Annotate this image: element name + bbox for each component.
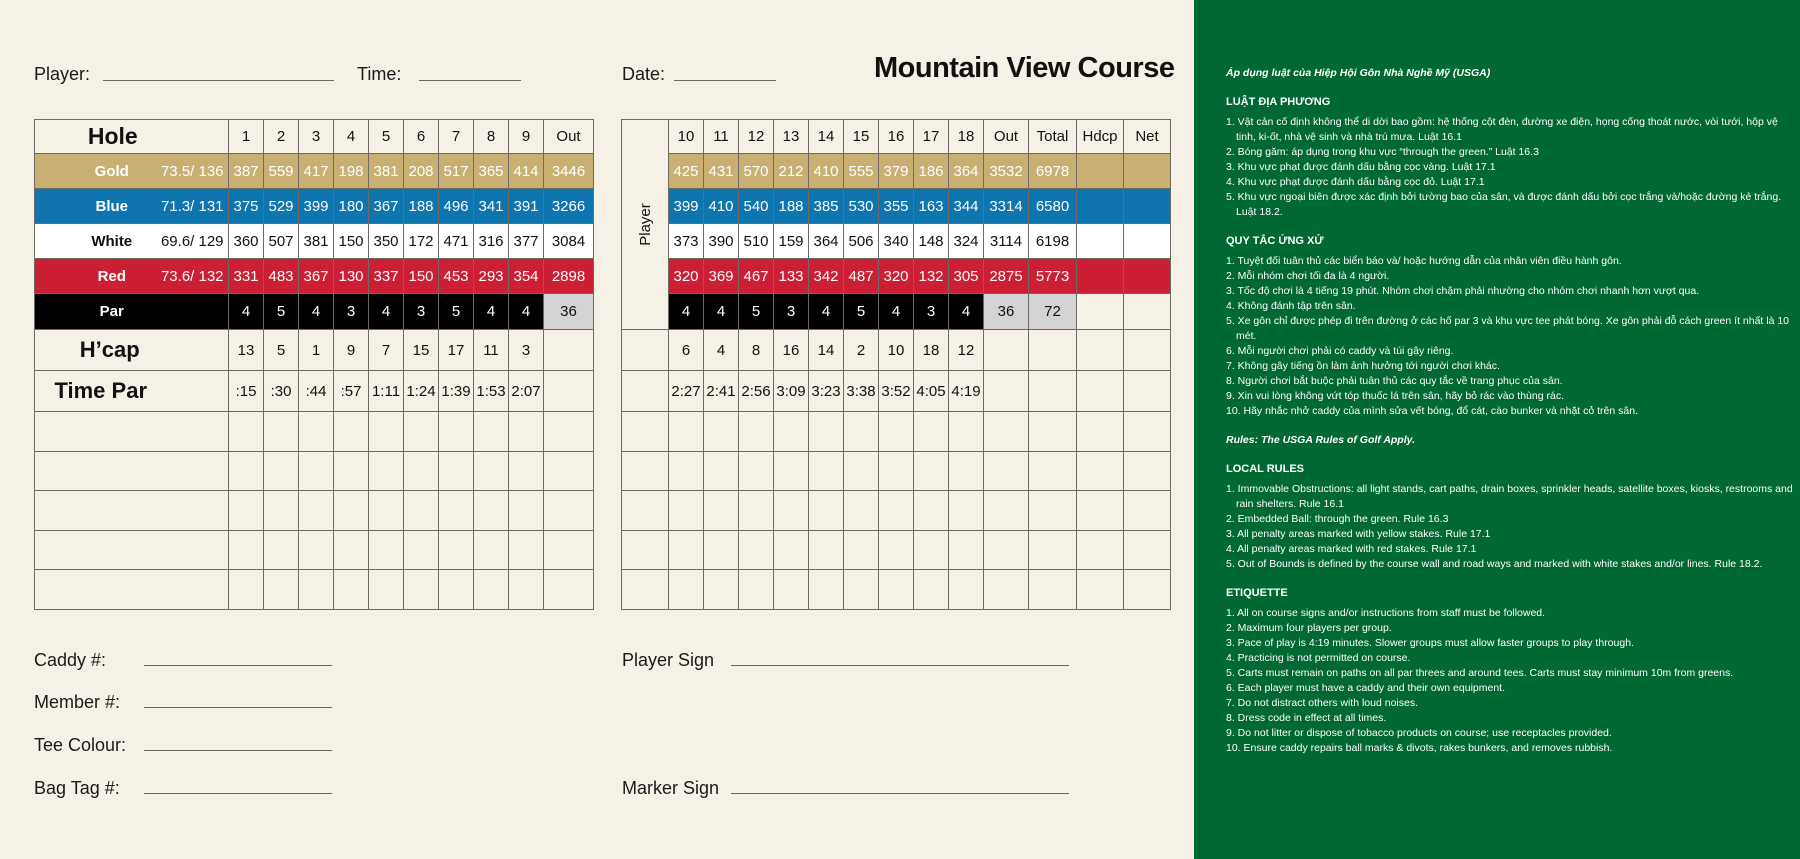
yardage: 367 — [369, 189, 404, 224]
hcap-value: 9 — [334, 330, 369, 371]
player-name-cell[interactable] — [35, 570, 229, 610]
hcap-value: 6 — [669, 330, 704, 371]
tee-name: White — [35, 224, 157, 259]
rule-item: 8. Người chơi bắt buộc phải tuân thủ các quy tắc về trang phục của sân. — [1226, 375, 1563, 387]
yardage: 186 — [914, 154, 949, 189]
time-label: Time: — [357, 64, 402, 84]
out-header: Out — [984, 120, 1029, 154]
player-name-cell[interactable] — [35, 530, 229, 570]
rule-item: 3. All penalty areas marked with yellow stakes. Rule 17.1 — [1226, 528, 1491, 540]
rule-item: 10. Ensure caddy repairs ball marks & divots, rakes bunkers, and removes rubbish. — [1226, 742, 1613, 754]
marker-sign-label: Marker Sign — [622, 778, 720, 798]
yardage: 150 — [334, 224, 369, 259]
tee-row-red — [35, 259, 594, 294]
hole-number: 10 — [669, 120, 704, 154]
etiquette-en-list — [1226, 606, 1800, 756]
score-row[interactable] — [35, 412, 594, 452]
rule-item: 10. Hãy nhắc nhở caddy của mình sửa vết bóng, đổ cát, cào bunker và nhặt cỏ trên sân. — [1226, 405, 1638, 417]
time-par-value: 2:07 — [509, 371, 544, 412]
hole-row — [35, 120, 594, 154]
grand-total: 5773 — [1029, 259, 1077, 294]
out-total: 3114 — [984, 224, 1029, 259]
hdcp-header: Hdcp — [1077, 120, 1124, 154]
yardage: 350 — [369, 224, 404, 259]
time-par-value: :15 — [229, 371, 264, 412]
par-value: 5 — [844, 294, 879, 330]
rule-item: 6. Each player must have a caddy and their own equipment. — [1226, 682, 1505, 694]
rule-item: 2. Embedded Ball: through the green. Rule 16.3 — [1226, 513, 1449, 525]
yardage: 425 — [669, 154, 704, 189]
yardage: 375 — [229, 189, 264, 224]
par-value: 4 — [669, 294, 704, 330]
yardage: 467 — [739, 259, 774, 294]
local-rules-en-list — [1226, 482, 1800, 572]
yardage: 159 — [774, 224, 809, 259]
local-rules-vi-list — [1226, 115, 1800, 220]
hcap-value: 1 — [299, 330, 334, 371]
rule-item: 4. Không đánh tập trên sân. — [1226, 300, 1356, 312]
back-nine-table — [621, 119, 1171, 610]
player-column — [622, 120, 669, 330]
tee-rating: 73.5/ 136 — [157, 154, 229, 189]
yardage: 340 — [879, 224, 914, 259]
hcap-value: 2 — [844, 330, 879, 371]
yardage: 399 — [669, 189, 704, 224]
yardage: 410 — [809, 154, 844, 189]
yardage: 373 — [669, 224, 704, 259]
rule-item: 9. Do not litter or dispose of tobacco products on course; use receptacles provided. — [1226, 727, 1612, 739]
time-par-value: 4:19 — [949, 371, 984, 412]
hcap-value: 8 — [739, 330, 774, 371]
yardage: 570 — [739, 154, 774, 189]
yardage: 417 — [299, 154, 334, 189]
date-label: Date: — [622, 64, 666, 84]
hcap-value: 5 — [264, 330, 299, 371]
hcap-value: 15 — [404, 330, 439, 371]
course-title: Mountain View Course — [874, 52, 1175, 84]
marker-sign-field[interactable] — [731, 793, 1069, 794]
tee-name: Blue — [35, 189, 157, 224]
hole-number: 18 — [949, 120, 984, 154]
hole-number: 8 — [474, 120, 509, 154]
hole-number: 4 — [334, 120, 369, 154]
score-row[interactable] — [622, 451, 1171, 491]
player-vertical-label: Player — [636, 203, 654, 246]
hcap-value: 10 — [879, 330, 914, 371]
par-value: 3 — [334, 294, 369, 330]
yardage: 517 — [439, 154, 474, 189]
player-name-field[interactable] — [103, 80, 334, 81]
member-field[interactable] — [144, 707, 332, 708]
yardage: 530 — [844, 189, 879, 224]
caddy-label: Caddy #: — [34, 650, 107, 670]
yardage: 212 — [774, 154, 809, 189]
par-out-total: 36 — [544, 294, 594, 330]
rule-item: 4. Practicing is not permitted on course. — [1226, 652, 1411, 664]
hole-number: 16 — [879, 120, 914, 154]
time-par-row — [622, 371, 1171, 412]
hole-number: 5 — [369, 120, 404, 154]
par-value: 5 — [739, 294, 774, 330]
bag-tag-field[interactable] — [144, 793, 332, 794]
par-value: 4 — [704, 294, 739, 330]
hole-number: 7 — [439, 120, 474, 154]
tee-row-white — [35, 224, 594, 259]
par-value: 3 — [914, 294, 949, 330]
rule-item: 7. Không gây tiếng ồn làm ảnh hưởng tới người chơi khác. — [1226, 360, 1500, 372]
local-rules-vi-title: LUẬT ĐỊA PHƯƠNG — [1226, 96, 1331, 108]
bag-tag-label: Bag Tag #: — [34, 778, 120, 798]
score-row[interactable] — [622, 491, 1171, 531]
yardage: 148 — [914, 224, 949, 259]
time-par-value: 3:23 — [809, 371, 844, 412]
front-nine-table — [34, 119, 594, 610]
yardage: 540 — [739, 189, 774, 224]
yardage: 431 — [704, 154, 739, 189]
tee-rating: 73.6/ 132 — [157, 259, 229, 294]
par-label: Par — [35, 294, 157, 330]
yardage: 506 — [844, 224, 879, 259]
yardage: 364 — [949, 154, 984, 189]
total-header: Total — [1029, 120, 1077, 154]
score-row[interactable] — [622, 570, 1171, 610]
player-name-cell[interactable] — [35, 491, 229, 531]
yardage: 387 — [229, 154, 264, 189]
yardage: 365 — [474, 154, 509, 189]
yardage: 487 — [844, 259, 879, 294]
par-grand-total: 72 — [1029, 294, 1077, 330]
tee-row-red — [622, 259, 1171, 294]
hcap-value: 17 — [439, 330, 474, 371]
tee-row-gold — [622, 154, 1171, 189]
yardage: 320 — [669, 259, 704, 294]
yardage: 208 — [404, 154, 439, 189]
player-name-cell[interactable] — [35, 451, 229, 491]
yardage: 150 — [404, 259, 439, 294]
hole-row — [622, 120, 1171, 154]
yardage: 414 — [509, 154, 544, 189]
out-total: 3314 — [984, 189, 1029, 224]
hcap-value: 12 — [949, 330, 984, 371]
rule-item: 4. Khu vực phạt được đánh dấu bằng cọc đỏ. Luật 17.1 — [1226, 176, 1485, 188]
yardage: 188 — [774, 189, 809, 224]
yardage: 337 — [369, 259, 404, 294]
time-par-value: 2:41 — [704, 371, 739, 412]
par-value: 4 — [229, 294, 264, 330]
yardage: 453 — [439, 259, 474, 294]
tee-row-white — [622, 224, 1171, 259]
score-row[interactable] — [35, 451, 594, 491]
yardage: 471 — [439, 224, 474, 259]
hole-number: 6 — [404, 120, 439, 154]
time-par-value: 2:56 — [739, 371, 774, 412]
par-value: 5 — [439, 294, 474, 330]
hcap-value: 18 — [914, 330, 949, 371]
time-par-value: 4:05 — [914, 371, 949, 412]
out-total: 3446 — [544, 154, 594, 189]
yardage: 367 — [299, 259, 334, 294]
time-par-value: :30 — [264, 371, 299, 412]
yardage: 163 — [914, 189, 949, 224]
par-value: 5 — [264, 294, 299, 330]
par-value: 4 — [509, 294, 544, 330]
yardage: 354 — [509, 259, 544, 294]
hole-number: 1 — [229, 120, 264, 154]
hole-number: 14 — [809, 120, 844, 154]
score-row[interactable] — [622, 412, 1171, 452]
time-par-value: 3:38 — [844, 371, 879, 412]
hole-number: 15 — [844, 120, 879, 154]
time-par-value: :44 — [299, 371, 334, 412]
time-par-row — [35, 371, 594, 412]
yardage: 180 — [334, 189, 369, 224]
yardage: 130 — [334, 259, 369, 294]
hole-number: 12 — [739, 120, 774, 154]
yardage: 399 — [299, 189, 334, 224]
score-row[interactable] — [622, 530, 1171, 570]
yardage: 132 — [914, 259, 949, 294]
player-name-cell[interactable] — [35, 412, 229, 452]
tee-row-blue — [622, 189, 1171, 224]
rule-item: 1. Immovable Obstructions: all light stands, cart paths, drain boxes, sprinkler heads, satellite boxes, kiosks, restrooms and rain shelters. Rule 16.1 — [1226, 483, 1793, 510]
hole-number: 11 — [704, 120, 739, 154]
time-par-value: 2:27 — [669, 371, 704, 412]
par-out-total: 36 — [984, 294, 1029, 330]
player-label: Player: — [34, 64, 91, 84]
yardage: 529 — [264, 189, 299, 224]
yardage: 381 — [369, 154, 404, 189]
rule-item: 5. Out of Bounds is defined by the course wall and road ways and marked with white stakes and/or lines. Rule 18.2. — [1226, 558, 1763, 570]
par-value: 4 — [879, 294, 914, 330]
hcap-label: H’cap — [35, 330, 157, 371]
rule-item: 7. Do not distract others with loud noises. — [1226, 697, 1419, 709]
rule-item: 5. Khu vực ngoại biên được xác định bởi tường bao của sân, và được đánh dấu bởi cọc trắng và/hoặc đường kẻ trắng. Luật 18.2. — [1226, 191, 1782, 218]
yardage: 510 — [739, 224, 774, 259]
rule-item: 2. Mỗi nhóm chơi tối đa là 4 người. — [1226, 270, 1390, 282]
yardage: 305 — [949, 259, 984, 294]
yardage: 172 — [404, 224, 439, 259]
yardage: 385 — [809, 189, 844, 224]
player-sign-field[interactable] — [731, 665, 1069, 666]
rule-item: 2. Maximum four players per group. — [1226, 622, 1392, 634]
hcap-value: 13 — [229, 330, 264, 371]
yardage: 360 — [229, 224, 264, 259]
hcap-value: 3 — [509, 330, 544, 371]
rule-item: 9. Xin vui lòng không vứt tóp thuốc lá trên sân, hãy bỏ rác vào thùng rác. — [1226, 390, 1564, 402]
par-value: 4 — [299, 294, 334, 330]
par-value: 4 — [949, 294, 984, 330]
yardage: 344 — [949, 189, 984, 224]
tee-name: Red — [35, 259, 157, 294]
time-par-label: Time Par — [35, 371, 157, 412]
rule-item: 6. Mỗi người chơi phải có caddy và túi gậy riêng. — [1226, 345, 1454, 357]
yardage: 188 — [404, 189, 439, 224]
tee-rating: 71.3/ 131 — [157, 189, 229, 224]
score-row[interactable] — [35, 530, 594, 570]
rule-item: 5. Xe gôn chỉ được phép đi trên đường ở các hố par 3 và khu vực tee phát bóng. Xe gôn phải đỗ cách green ít nhất là 10 mét. — [1226, 315, 1790, 342]
hole-number: 2 — [264, 120, 299, 154]
rules-intro-en: Rules: The USGA Rules of Golf Apply. — [1226, 434, 1416, 446]
tee-row-blue — [35, 189, 594, 224]
out-total: 3532 — [984, 154, 1029, 189]
grand-total: 6580 — [1029, 189, 1077, 224]
hcap-value: 11 — [474, 330, 509, 371]
rules-intro-vi: Áp dụng luật của Hiệp Hội Gôn Nhà Nghề Mỹ (USGA) — [1226, 67, 1491, 79]
yardage: 555 — [844, 154, 879, 189]
hole-number: 13 — [774, 120, 809, 154]
out-total: 2875 — [984, 259, 1029, 294]
date-field[interactable] — [674, 80, 776, 81]
yardage: 133 — [774, 259, 809, 294]
tee-row-gold — [35, 154, 594, 189]
yardage: 293 — [474, 259, 509, 294]
time-par-value: 1:39 — [439, 371, 474, 412]
hole-number: 17 — [914, 120, 949, 154]
caddy-field[interactable] — [144, 665, 332, 666]
rule-item: 3. Khu vực phạt được đánh dấu bằng cọc vàng. Luật 17.1 — [1226, 161, 1496, 173]
yardage: 355 — [879, 189, 914, 224]
yardage: 483 — [264, 259, 299, 294]
time-par-value: 1:53 — [474, 371, 509, 412]
tee-colour-label: Tee Colour: — [34, 735, 127, 755]
yardage: 507 — [264, 224, 299, 259]
rule-item: 1. Vật cản cố định không thể di dời bao gồm: hệ thống cột đèn, đường xe điện, họng cống thoát nước, vòi tưới, hộp vệ tinh, ki-ốt, nhà vệ sinh và nhà trú mưa. Luật 16.1 — [1226, 116, 1778, 143]
yardage: 198 — [334, 154, 369, 189]
hcap-value: 4 — [704, 330, 739, 371]
yardage: 331 — [229, 259, 264, 294]
time-par-value: 1:24 — [404, 371, 439, 412]
time-field[interactable] — [419, 80, 521, 81]
grand-total: 6978 — [1029, 154, 1077, 189]
rule-item: 5. Carts must remain on paths on all par threes and around tees. Carts must stay minimum 10m from greens. — [1226, 667, 1734, 679]
par-value: 4 — [474, 294, 509, 330]
yardage: 496 — [439, 189, 474, 224]
hcap-value: 14 — [809, 330, 844, 371]
par-row — [622, 294, 1171, 330]
yardage: 342 — [809, 259, 844, 294]
out-total: 2898 — [544, 259, 594, 294]
rule-item: 1. All on course signs and/or instructions from staff must be followed. — [1226, 607, 1546, 619]
yardage: 381 — [299, 224, 334, 259]
time-par-value: :57 — [334, 371, 369, 412]
rule-item: 1. Tuyệt đối tuân thủ các biển báo và/ hoặc hướng dẫn của nhân viên điều hành gôn. — [1226, 255, 1622, 267]
par-value: 3 — [774, 294, 809, 330]
hcap-row — [35, 330, 594, 371]
rules-panel — [1194, 0, 1800, 859]
hcap-value: 16 — [774, 330, 809, 371]
time-par-value: 3:09 — [774, 371, 809, 412]
local-rules-en-title: LOCAL RULES — [1226, 463, 1305, 475]
rule-item: 4. All penalty areas marked with red stakes. Rule 17.1 — [1226, 543, 1477, 555]
yardage: 364 — [809, 224, 844, 259]
score-row[interactable] — [35, 491, 594, 531]
hole-number: 9 — [509, 120, 544, 154]
par-value: 4 — [369, 294, 404, 330]
rule-item: 3. Pace of play is 4:19 minutes. Slower groups must allow faster groups to play through. — [1226, 637, 1634, 649]
par-value: 3 — [404, 294, 439, 330]
grand-total: 6198 — [1029, 224, 1077, 259]
time-par-value: 3:52 — [879, 371, 914, 412]
yardage: 320 — [879, 259, 914, 294]
etiquette-en-title: ETIQUETTE — [1226, 587, 1288, 599]
yardage: 379 — [879, 154, 914, 189]
yardage: 559 — [264, 154, 299, 189]
rule-item: 2. Bóng găm: áp dụng trong khu vực “through the green.” Luật 16.3 — [1226, 146, 1539, 158]
net-header: Net — [1124, 120, 1171, 154]
par-row — [35, 294, 594, 330]
tee-name: Gold — [35, 154, 157, 189]
tee-rating: 69.6/ 129 — [157, 224, 229, 259]
par-value: 4 — [809, 294, 844, 330]
rule-item: 3. Tốc độ chơi là 4 tiếng 19 phút. Nhóm chơi chậm phải nhường cho nhóm chơi nhanh hơn vượt qua. — [1226, 285, 1700, 297]
yardage: 369 — [704, 259, 739, 294]
yardage: 410 — [704, 189, 739, 224]
out-total: 3084 — [544, 224, 594, 259]
yardage: 324 — [949, 224, 984, 259]
yardage: 391 — [509, 189, 544, 224]
out-total: 3266 — [544, 189, 594, 224]
tee-colour-field[interactable] — [144, 750, 332, 751]
yardage: 341 — [474, 189, 509, 224]
rule-item: 8. Dress code in effect at all times. — [1226, 712, 1387, 724]
out-header: Out — [544, 120, 594, 154]
yardage: 390 — [704, 224, 739, 259]
hole-number: 3 — [299, 120, 334, 154]
etiquette-vi-list — [1226, 254, 1800, 419]
hole-label: Hole — [35, 120, 157, 154]
hcap-value: 7 — [369, 330, 404, 371]
etiquette-vi-title: QUY TẮC ỨNG XỬ — [1226, 235, 1324, 247]
yardage: 316 — [474, 224, 509, 259]
member-label: Member #: — [34, 692, 121, 712]
hcap-row — [622, 330, 1171, 371]
player-sign-label: Player Sign — [622, 650, 715, 670]
score-row[interactable] — [35, 570, 594, 610]
time-par-value: 1:11 — [369, 371, 404, 412]
yardage: 377 — [509, 224, 544, 259]
